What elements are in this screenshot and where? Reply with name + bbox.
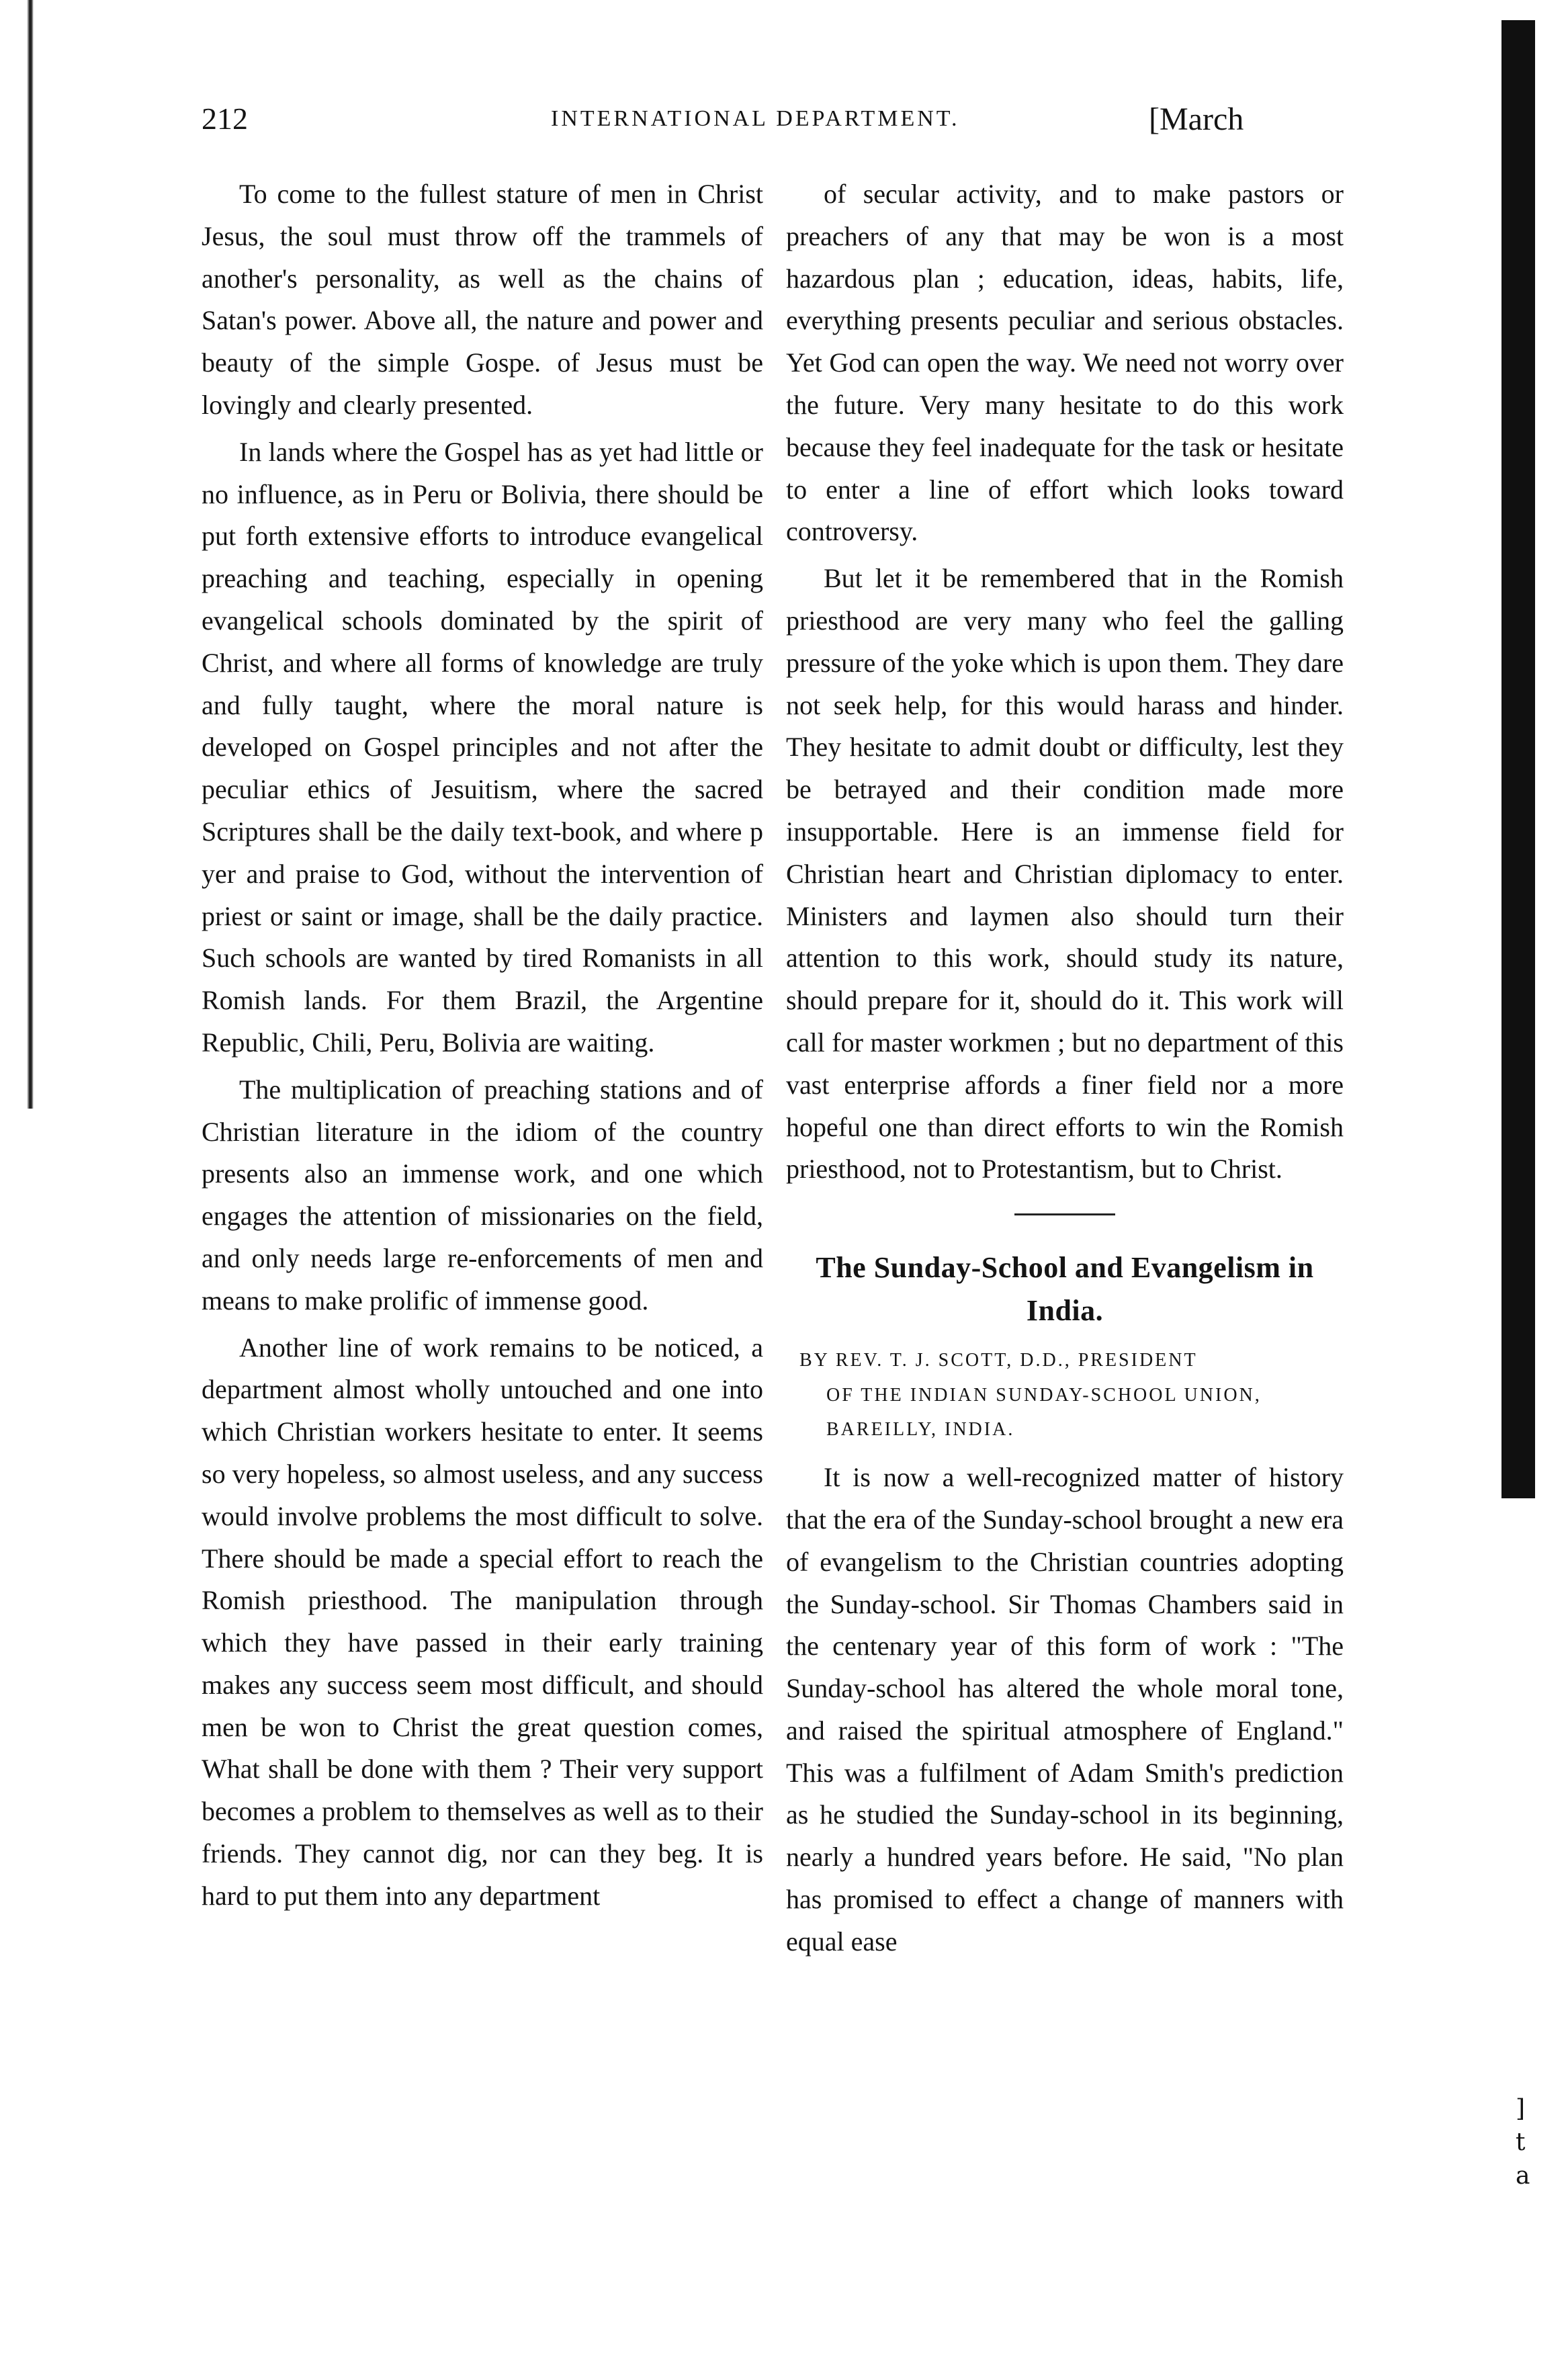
paragraph: To come to the fullest stature of men in Christ Jesus, the soul must throw off the trammels of another's personality, as well as the chains of Satan's power. Above all, the nature and power and beauty of the simple Gospe. of Jesus must be lovingly and clearly presented. [202, 179, 763, 420]
article-byline [786, 1343, 1344, 1447]
paragraph: Another line of work remains to be noticed, a department almost wholly untouched and one into which Christian workers hesitate to enter. It seems so very hopeless, so almost useless, and any success would involve problems the most difficult to solve. There should be made a special effort to reach the Romish priesthood. The manipulation through which they have passed in their early training makes any success seem most difficult, and should men be won to Christ the great question comes, What shall be done with them ? Their very support becomes a problem to themselves as well as to their friends. They cannot dig, nor can they beg. It is hard to put them into any department [202, 1332, 763, 1911]
byline-line: BAREILLY, INDIA. [826, 1419, 1015, 1441]
edge-fragment: a [1516, 2162, 1530, 2190]
paragraph: The multiplication of preaching stations and of Christian literature in the idiom of the country presents also an immense work, and one which engages the attention of missionaries on the field, and only needs large re-enforcements of men and means to make prolific of immense good. [202, 1074, 763, 1316]
scan-edge-left [27, 0, 34, 1109]
right-column [786, 173, 1344, 1968]
article-title: The Sunday-School and Evangelism in India. [816, 1251, 1314, 1327]
byline-line: BY REV. T. J. SCOTT, D.D., PRESIDENT [799, 1349, 1198, 1371]
paragraph: of secular activity, and to make pastors or preachers of any that may be won is a most hazardous plan ; education, ideas, habits, life, everything presents peculiar and serious obstacles. Yet God can open the way. We need not worry over the future. Very many hesitate to do this work because they feel inadequate for the task or hesitate to enter a line of effort which looks toward controversy. [786, 179, 1344, 547]
running-date: [March [1149, 101, 1244, 137]
page-number: 212 [202, 101, 248, 136]
edge-fragment: t [1516, 2129, 1526, 2156]
scan-edge-right [1501, 20, 1535, 1498]
byline-line: OF THE INDIAN SUNDAY-SCHOOL UNION, [826, 1384, 1262, 1406]
paragraph: In lands where the Gospel has as yet had little or no influence, as in Peru or Bolivia, there should be put forth extensive efforts to introduce evangelical preaching and teaching, especially in opening evangelical schools dominated by the spirit of Christ, and where all forms of knowledge are truly and fully taught, where the moral nature is developed on Gospel principles and not after the peculiar ethics of Jesuitism, where the sacred Scriptures shall be the daily text-book, and where p yer and praise to God, without the intervention of priest or saint or image, shall be the daily practice. Such schools are wanted by tired Romanists in all Romish lands. For them Brazil, the Argentine Republic, Chili, Peru, Bolivia are waiting. [202, 436, 763, 1058]
page-header [202, 101, 1344, 148]
edge-fragment: ] [1516, 2095, 1526, 2122]
section-divider [1014, 1213, 1115, 1215]
paragraph: It is now a well-recognized matter of history that the era of the Sunday-school brought a new era of evangelism to the Christian countries adopting the Sunday-school. Sir Thomas Chambers said in the centenary year of this form of work : "The Sunday-school has altered the whole moral tone, and raised the spiritual atmosphere of England." This was a fulfilment of Adam Smith's prediction as he studied the Sunday-school in its beginning, nearly a hundred years before. He said, "No plan has promised to effect a change of manners with equal ease [786, 1462, 1344, 1957]
running-head: INTERNATIONAL DEPARTMENT. [551, 106, 960, 131]
paragraph: But let it be remembered that in the Romish priesthood are very many who feel the galling pressure of the yoke which is upon them. They dare not seek help, for this would harass and hinder. They hesitate to admit doubt or difficulty, lest they be betrayed and their condition made more insupportable. Here is an immense field for Christian heart and Christian diplomacy to enter. Ministers and laymen also should turn their attention to this work, should study its nature, should prepare for it, should do it. This work will call for master workmen ; but no department of this vast enterprise affords a finer field nor a more hopeful one than direct efforts to win the Romish priesthood, not to Protestantism, but to Christ. [786, 563, 1344, 1185]
left-column [202, 173, 763, 1922]
